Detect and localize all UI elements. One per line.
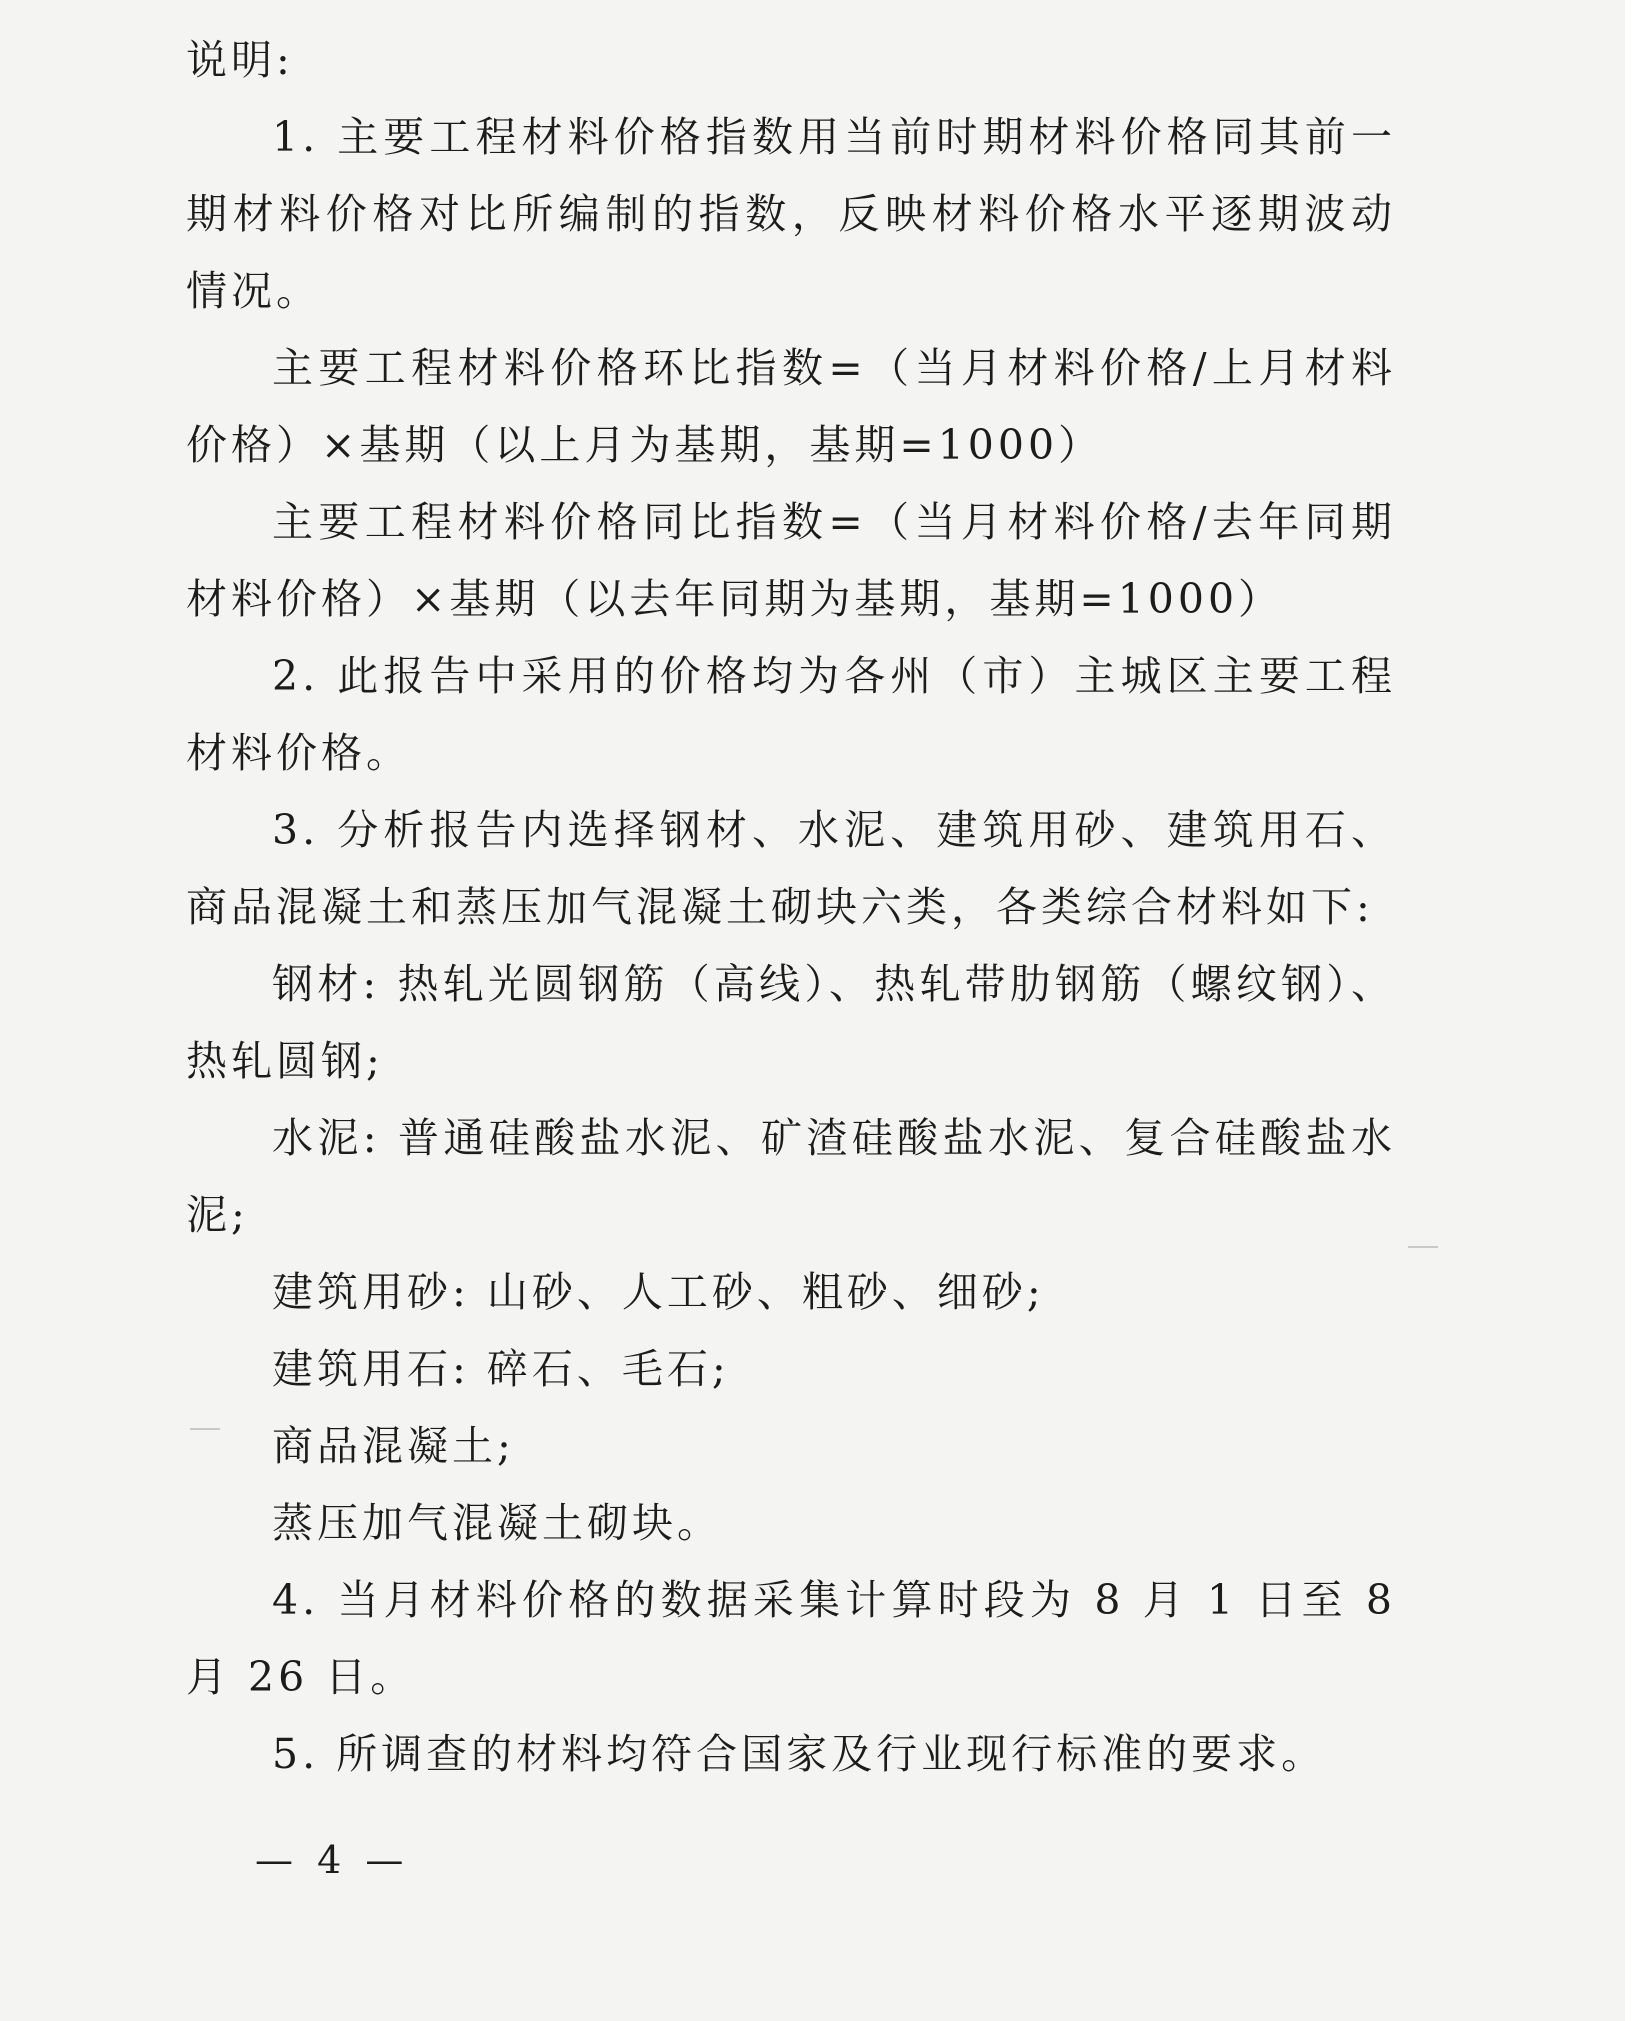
ready-mixed-concrete: 商品混凝土;: [272, 1422, 515, 1470]
scan-mark: [1408, 1246, 1438, 1248]
note-5-standards: 5. 所调查的材料均符合国家及行业现行标准的要求。: [272, 1730, 1327, 1778]
year-on-year-index-formula: 主要工程材料价格同比指数=（当月材料价格/去年同期材料价格）×基期（以去年同期为基期，基期=1000）: [186, 498, 1396, 623]
note-3-material-categories: 3. 分析报告内选择钢材、水泥、建筑用砂、建筑用石、商品混凝土和蒸压加气混凝土砌块六类，各类综合材料如下:: [186, 806, 1396, 931]
document-body: [186, 22, 1396, 1793]
cement-materials: 水泥: 普通硅酸盐水泥、矿渣硅酸盐水泥、复合硅酸盐水泥;: [186, 1114, 1396, 1239]
stone-materials: 建筑用石: 碎石、毛石;: [272, 1345, 730, 1393]
scan-edge: [1625, 0, 1648, 2021]
steel-materials: 钢材: 热轧光圆钢筋（高线）、热轧带肋钢筋（螺纹钢）、热轧圆钢;: [186, 960, 1396, 1085]
chain-index-formula: 主要工程材料价格环比指数=（当月材料价格/上月材料价格）×基期（以上月为基期，基期=1000）: [186, 344, 1396, 469]
aerated-concrete-block: 蒸压加气混凝土砌块。: [272, 1499, 722, 1547]
scan-mark: [190, 1428, 220, 1430]
note-2-price-source: 2. 此报告中采用的价格均为各州（市）主城区主要工程材料价格。: [186, 652, 1396, 777]
note-4-collection-period: 4. 当月材料价格的数据采集计算时段为 8 月 1 日至 8 月 26 日。: [186, 1576, 1396, 1701]
page-number: — 4 —: [255, 1838, 410, 1882]
notes-heading: 说明:: [186, 36, 294, 84]
sand-materials: 建筑用砂: 山砂、人工砂、粗砂、细砂;: [272, 1268, 1045, 1316]
note-1-definition: 1. 主要工程材料价格指数用当前时期材料价格同其前一期材料价格对比所编制的指数，反映材料价格水平逐期波动情况。: [186, 113, 1396, 315]
